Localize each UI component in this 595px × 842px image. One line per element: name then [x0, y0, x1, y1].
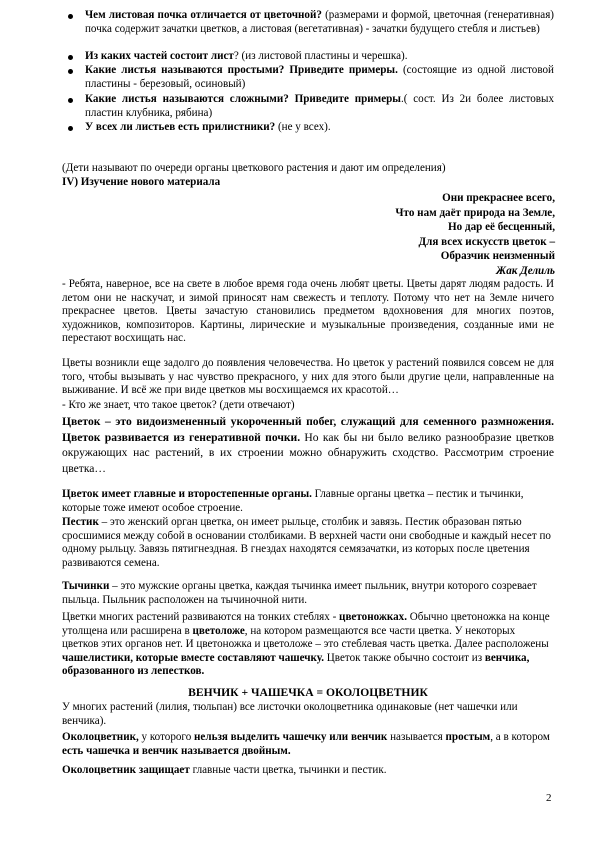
- paragraph-perianth-types: [62, 731, 554, 758]
- paragraph-stamens: [62, 580, 554, 607]
- term-perianth: Околоцветник,: [62, 731, 139, 743]
- epigraph-line: Образчик неизменный: [440, 250, 555, 263]
- review-questions-list: [62, 9, 554, 135]
- section-title: IV) Изучение нового материала: [62, 176, 221, 188]
- pedicel-text: , на котором размещаются все части цветка. У некоторых цветков этих органов нет. И цветоножка и цветоложе – это стеблевая часть цветка. Далее расположены: [62, 624, 549, 651]
- epigraph-line: Но дар её бесценный,: [448, 221, 555, 234]
- paragraph-definition: [62, 414, 554, 476]
- answer-text: (не у всех).: [275, 121, 331, 133]
- paragraph-perianth-function: [62, 764, 554, 778]
- stamens-text: – это мужские органы цветка, каждая тычинка имеет пыльник, внутри которого созревает пыльца. Пыльник расположен на тычиночной нити.: [62, 580, 537, 606]
- paragraph-origin: Цветы возникли еще задолго до появления человечества. Но цветок у растений появился совсем не для того, чтобы вызывать у нас чувство прекрасного, у них для этого были другие цели, направленные на выживание. И всё же при виде цветков мы восхищаемся их красотой…: [62, 357, 554, 397]
- formula: ВЕНЧИК + ЧАШЕЧКА = ОКОЛОЦВЕТНИК: [188, 686, 428, 699]
- question-item: [62, 9, 554, 50]
- epigraph-line: Что нам даёт природа на Земле,: [395, 206, 555, 219]
- perianth-bold: нельзя выделить чашечку или венчик: [194, 731, 388, 743]
- definition-continuation: Но как бы ни было велико разнообразие цветков окружающих нас растений, в их строении можно обнаружить сходство. Рассмотрим строение цветка…: [62, 430, 554, 475]
- paragraph-question: - Кто же знает, что такое цветок? (дети отвечают): [62, 399, 295, 411]
- question-text: Какие листья называются простыми? Приведите примеры.: [85, 64, 398, 76]
- definition-text: Цветок – это видоизмененный укороченный побег, служащий для семенного размножения. Цветок развивается из генеративной почки.: [62, 415, 554, 444]
- paragraph-organs: [62, 488, 554, 515]
- epigraph: [395, 191, 555, 279]
- term-pedicel: цветоножках.: [339, 611, 408, 623]
- question-text: Из каких частей состоит лист: [85, 50, 234, 62]
- epigraph-author: Жак Делиль: [496, 264, 555, 277]
- paragraph-simple-perianth: У многих растений (лилия, тюльпан) все листочки околоцветника одинаковые (нет чашечки или венчика).: [62, 701, 518, 727]
- paragraph-pistil: [62, 516, 554, 570]
- perianth-text: у которого: [138, 731, 195, 743]
- epigraph-line: Они прекраснее всего,: [442, 192, 555, 204]
- term-stamens: Тычинки: [62, 580, 110, 592]
- pedicel-text: Обычно цветоножка на конце утолщена или расширена в: [62, 611, 550, 637]
- perianth-function-text: главные части цветка, тычинки и пестик.: [189, 764, 387, 776]
- perianth-text: называется: [387, 731, 446, 743]
- term-simple: простым: [445, 731, 491, 743]
- question-text: У всех ли листьев есть прилистники?: [85, 121, 276, 133]
- term-double: есть чашечка и венчик называется двойным.: [62, 744, 291, 757]
- perianth-function-bold: Околоцветник защищает: [62, 764, 190, 776]
- question-text: Какие листья называются сложными? Приведите примеры: [85, 93, 401, 105]
- page-number: 2: [546, 792, 552, 804]
- bullet-icon: [68, 98, 73, 103]
- answer-text: .( сост. Из 2и более листовых пластин клубника, рябина): [85, 93, 554, 119]
- bullet-icon: [68, 14, 73, 19]
- answer-text: ? (из листовой пластины и черешка).: [233, 50, 408, 62]
- pistil-text: – это женский орган цветка, он имеет рыльце, столбик и завязь. Пестик образован пятью сросшимися между собой в основании столбиками. В верхней части они свободные и каждый несет по одному рыльцу. Завязь пятигнездная. В гнездах находятся семязачатки, из которых после цветения развиваются семена.: [62, 516, 551, 569]
- note-text: (Дети называют по очереди органы цветкового растения и дают им определения): [62, 162, 446, 174]
- organs-heading: Цветок имеет главные и второстепенные органы.: [62, 488, 312, 500]
- question-item: [62, 64, 554, 93]
- bullet-icon: [68, 69, 73, 74]
- question-item: [62, 50, 554, 64]
- paragraph-pedicel: [62, 611, 554, 679]
- bullet-icon: [68, 126, 73, 131]
- term-calyx: чашелистики, которые вместе составляют чашечку.: [62, 651, 324, 664]
- perianth-text: , а в котором: [490, 731, 550, 743]
- paragraph-intro: - Ребята, наверное, все на свете в любое время года очень любят цветы. Цветы дарят людям радость. И летом они не наскучат, и зимой приносят нам свежесть и теплоту. Потому что нет на Земле ничего прекраснее цветов. Цветы зачастую становились предметом вдохновения для многих поэтов, художников, композиторов. Картины, лирические и музыкальные произведения, созданные ими не перестают восхищать нас.: [62, 278, 554, 345]
- question-text: Чем листовая почка отличается от цветочной?: [85, 9, 322, 21]
- pedicel-text: Цветки многих растений развиваются на тонких стеблях -: [62, 611, 340, 623]
- answer-text: (размерами и формой, цветочная (генеративная) почка содержит зачатки цветков, а листовая (вегетативная) - зачатки будущего стебля и листьев): [85, 9, 555, 35]
- question-item: [62, 93, 554, 121]
- organs-text: Главные органы цветка – пестик и тычинки, которые тоже имеют особое строение.: [62, 488, 524, 514]
- pedicel-text: Цветок также обычно состоит из: [324, 651, 485, 664]
- answer-text: (состоящие из одной листовой пластины - березовый, осиновый): [85, 64, 554, 90]
- question-item: [62, 121, 554, 135]
- term-receptacle: цветоложе: [192, 624, 245, 637]
- term-corolla: венчика, образованного из лепестков.: [62, 651, 530, 678]
- bullet-icon: [68, 55, 73, 60]
- epigraph-line: Для всех искусств цветок –: [418, 235, 555, 248]
- term-pistil: Пестик: [62, 516, 99, 528]
